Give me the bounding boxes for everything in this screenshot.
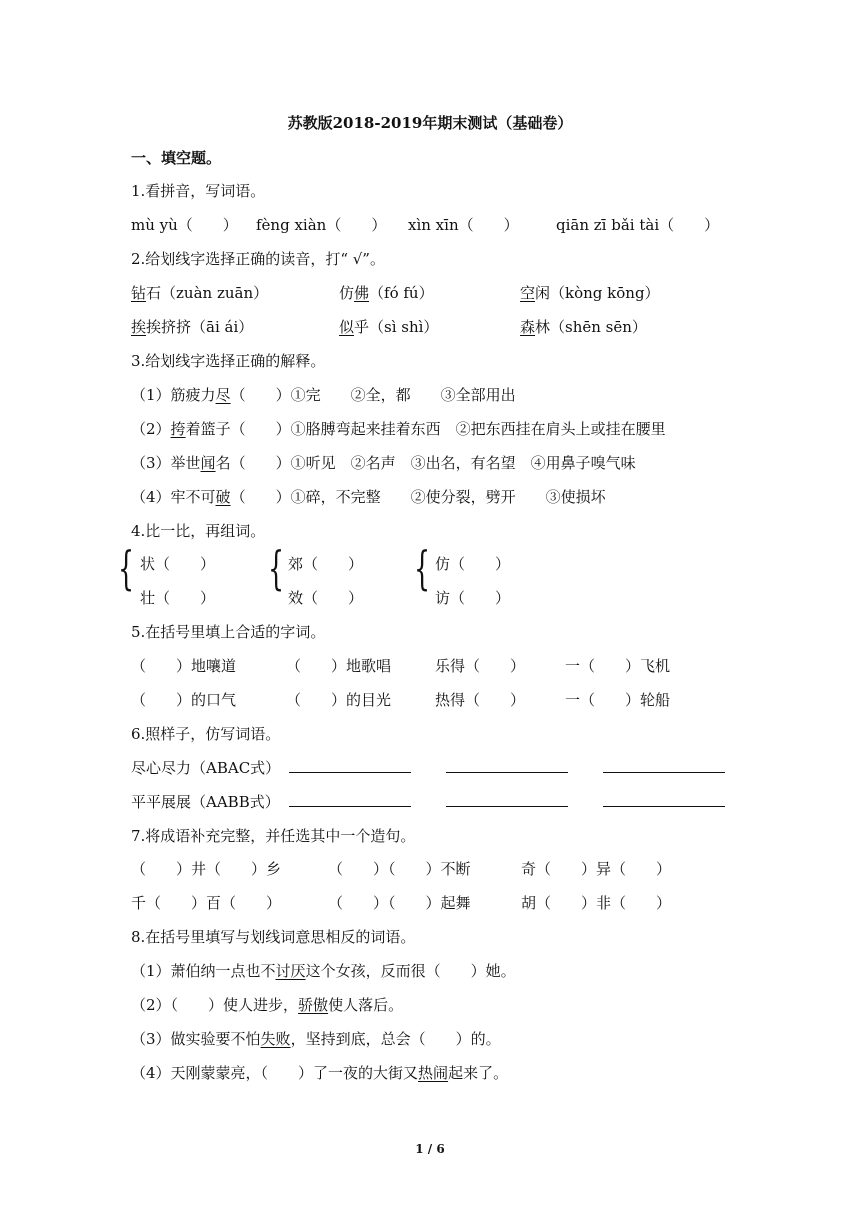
question-8-stem: 8.在括号里填写与划线词意思相反的词语。 (131, 928, 416, 946)
underlined-word: 讨厌 (275, 962, 306, 980)
underlined-char: 尽 (215, 386, 231, 404)
q2-item-text: 石（zuàn zuān） (146, 284, 269, 302)
q3-item-text: （ ）①完 ②全，都 ③全部用出 (230, 386, 516, 404)
brace-icon: { (414, 541, 431, 595)
q1-item: mù yù（ ） (131, 216, 238, 234)
q6-example: 平平展展（AABB式） (131, 793, 280, 811)
q7-item: 奇（ ）异（ ） (521, 860, 672, 878)
q6-example: 尽心尽力（ABAC式） (131, 759, 281, 777)
q2-item-prefix: 仿 (339, 284, 355, 302)
q4-word: 效（ ） (288, 589, 364, 607)
q8-item-prefix: （4）天刚蒙蒙亮，（ ）了一夜的大街又 (131, 1064, 419, 1082)
section-heading: 一、填空题。 (131, 149, 222, 167)
q3-item-text: 名（ ）①听见 ②名声 ③出名，有名望 ④用鼻子嗅气味 (215, 454, 636, 472)
q5-item: 乐得（ ） (435, 657, 526, 675)
q8-item-prefix: （3）做实验要不怕 (131, 1030, 261, 1048)
question-1-stem: 1.看拼音，写词语。 (131, 182, 266, 200)
brace-icon: { (268, 541, 285, 595)
q3-item-prefix: （2） (131, 420, 171, 438)
q8-item-text: 使人落后。 (328, 996, 404, 1014)
q7-item: （ ）（ ）起舞 (328, 894, 471, 912)
q2-item (520, 282, 660, 303)
q2-item (339, 282, 434, 303)
q8-item-text: 起来了。 (448, 1064, 509, 1082)
answer-line (603, 806, 725, 807)
q8-item (131, 994, 403, 1015)
q1-item: fèng xiàn（ ） (256, 216, 387, 234)
answer-line (603, 772, 725, 773)
q5-item: （ ）地歌唱 (286, 657, 392, 675)
q2-item-text: （fó fú） (369, 284, 434, 302)
underlined-char: 佛 (354, 284, 370, 302)
q1-item: xìn xīn（ ） (408, 216, 519, 234)
q2-item-text: 乎（sì shì） (354, 318, 439, 336)
q8-item-text: 这个女孩，反而很（ ）她。 (305, 962, 516, 980)
q2-item (339, 316, 438, 337)
answer-line (289, 806, 411, 807)
underlined-char: 破 (215, 488, 231, 506)
q2-item (520, 316, 647, 337)
underlined-char: 空 (520, 284, 536, 302)
q8-item (131, 1062, 508, 1083)
q2-item-text: 闲（kòng kōng） (535, 284, 660, 302)
answer-line (446, 806, 568, 807)
q5-item: 一（ ）飞机 (565, 657, 671, 675)
q5-item: （ ）的口气 (131, 691, 237, 709)
q4-word: 状（ ） (140, 555, 216, 573)
q7-item: 胡（ ）非（ ） (521, 894, 672, 912)
q1-item: qiān zī bǎi tài（ ） (556, 216, 720, 234)
q5-item: 一（ ）轮船 (565, 691, 671, 709)
q2-item-text: 挨挤挤（āi ái） (146, 318, 254, 336)
q5-item: 热得（ ） (435, 691, 526, 709)
q8-item-text: ，坚持到底，总会（ ）的。 (290, 1030, 501, 1048)
q7-item: （ ）井（ ）乡 (131, 860, 282, 878)
q7-item: （ ）（ ）不断 (328, 860, 471, 878)
underlined-char: 钻 (131, 284, 147, 302)
question-7-stem: 7.将成语补充完整，并任选其中一个造句。 (131, 827, 416, 845)
q4-word: 郊（ ） (288, 555, 364, 573)
question-3-stem: 3.给划线字选择正确的解释。 (131, 352, 326, 370)
q8-item (131, 1028, 501, 1049)
q3-item-prefix: （4）牢不可 (131, 488, 216, 506)
q3-item (131, 384, 516, 405)
page-title: 苏教版2018-2019年期末测试（基础卷） (287, 114, 573, 132)
question-5-stem: 5.在括号里填上合适的字词。 (131, 623, 326, 641)
q3-item-prefix: （1）筋疲力 (131, 386, 216, 404)
q4-word: 壮（ ） (140, 589, 216, 607)
q3-item-text: 着篮子（ ）①胳膊弯起来挂着东西 ②把东西挂在肩头上或挂在腰里 (185, 420, 666, 438)
q2-item-text: 林（shēn sēn） (535, 318, 647, 336)
q8-item-prefix: （2）（ ）使人进步， (131, 996, 299, 1014)
underlined-char: 闻 (200, 454, 216, 472)
q8-item (131, 960, 516, 981)
underlined-char: 似 (339, 318, 355, 336)
question-2-stem: 2.给划线字选择正确的读音，打“ √”。 (131, 250, 385, 268)
q2-item (131, 316, 253, 337)
underlined-char: 挨 (131, 318, 147, 336)
question-6-stem: 6.照样子，仿写词语。 (131, 725, 281, 743)
q2-item (131, 282, 268, 303)
q3-item-text: （ ）①碎，不完整 ②使分裂，劈开 ③使损坏 (230, 488, 606, 506)
q5-item: （ ）的目光 (286, 691, 392, 709)
q4-word: 访（ ） (435, 589, 511, 607)
underlined-char: 挎 (170, 420, 186, 438)
brace-icon: { (118, 541, 135, 595)
underlined-word: 热闹 (418, 1064, 449, 1082)
q8-item-prefix: （1）萧伯纳一点也不 (131, 962, 276, 980)
q3-item (131, 486, 606, 507)
question-4-stem: 4.比一比，再组词。 (131, 522, 266, 540)
underlined-word: 骄傲 (298, 996, 329, 1014)
q3-item (131, 418, 666, 439)
q3-item (131, 452, 636, 473)
q5-item: （ ）地嚷道 (131, 657, 237, 675)
q3-item-prefix: （3）举世 (131, 454, 201, 472)
answer-line (289, 772, 411, 773)
q4-word: 仿（ ） (435, 555, 511, 573)
answer-line (446, 772, 568, 773)
page-number: 1 / 6 (415, 1142, 445, 1156)
underlined-word: 失败 (260, 1030, 291, 1048)
q7-item: 千（ ）百（ ） (131, 894, 282, 912)
underlined-char: 森 (520, 318, 536, 336)
